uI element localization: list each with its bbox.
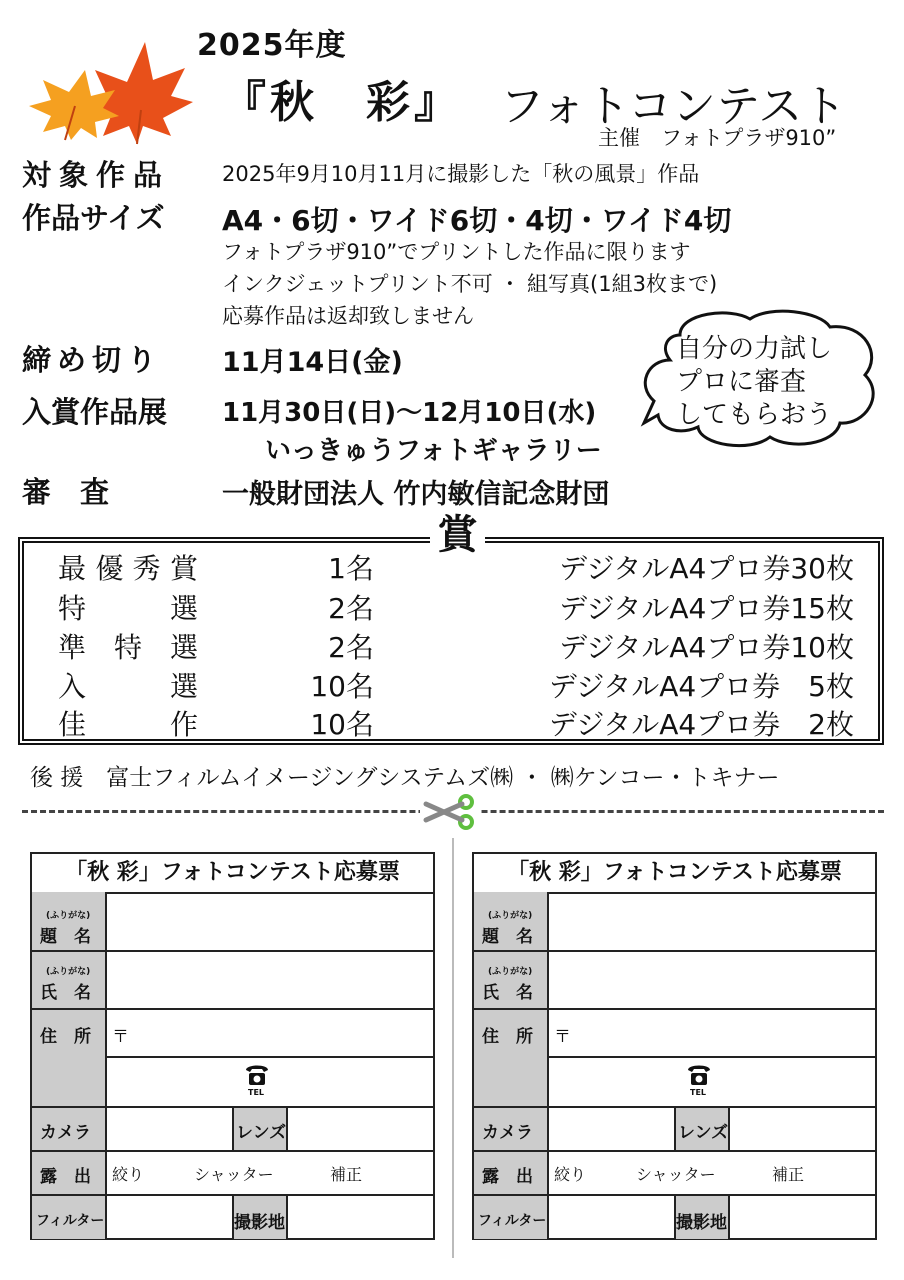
address-field-label: 住 所: [482, 1027, 533, 1047]
filter-label: フィルター: [478, 1213, 547, 1229]
filter-label: フィルター: [36, 1213, 105, 1229]
prize-row: [24, 587, 890, 623]
title-field[interactable]: [108, 894, 435, 948]
prize-reward: デジタルA4プロ券15枚: [559, 592, 854, 625]
tel-label: TEL: [690, 1088, 707, 1097]
contest-title: 『秋 彩』: [222, 77, 462, 128]
bubble-line: 自分の力試し: [676, 334, 833, 364]
deadline-value: 11月14日(金): [222, 347, 403, 378]
target-label: 対象作品: [22, 158, 171, 192]
prize-count: 2名: [328, 592, 374, 625]
aperture-label: 絞り: [554, 1165, 587, 1184]
compensation-label: 補正: [772, 1165, 805, 1184]
tel-label: TEL: [248, 1088, 265, 1097]
size-label: 作品サイズ: [22, 201, 165, 235]
prize-name: 準特選: [58, 631, 198, 664]
prize-name: 最優秀賞: [58, 552, 198, 585]
title-field-label: 題 名: [40, 927, 91, 947]
location-field[interactable]: [730, 1196, 877, 1238]
lens-field[interactable]: [288, 1108, 435, 1148]
phone-field[interactable]: [108, 1058, 435, 1104]
ruby-note: (ふりがな): [488, 967, 533, 977]
lens-label: レンズ: [236, 1123, 287, 1143]
shutter-label: シャッター: [194, 1165, 274, 1184]
sponsor-line: 後 援 富士フィルムイメージングシステムズ㈱ ・ ㈱ケンコー・トキナー: [30, 765, 780, 791]
prize-count: 1名: [328, 552, 374, 585]
contest-subtitle: フォトコンテスト: [500, 81, 847, 132]
judge-value: 一般財団法人 竹内敏信記念財団: [222, 479, 610, 510]
exhibition-dates: 11月30日(日)～12月10日(水): [222, 398, 597, 428]
postal-mark: 〒: [112, 1027, 129, 1047]
compensation-label: 補正: [330, 1165, 363, 1184]
entry-form: [472, 852, 877, 1240]
location-label: 撮影地: [234, 1213, 285, 1233]
shutter-label: シャッター: [636, 1165, 716, 1184]
exhibition-label: 入賞作品展: [22, 395, 168, 429]
exposure-label: 露 出: [40, 1167, 91, 1187]
prize-row: [24, 665, 890, 701]
bubble-line: してもらおう: [676, 400, 833, 430]
prize-count: 10名: [310, 670, 374, 703]
ruby-note: (ふりがな): [46, 911, 91, 921]
ruby-note: (ふりがな): [488, 911, 533, 921]
address-field[interactable]: [550, 1010, 877, 1054]
exposure-label: 露 出: [482, 1167, 533, 1187]
organizer: 主催 フォトプラザ910”: [598, 126, 837, 150]
prize-row: [24, 703, 890, 739]
prize-reward: デジタルA4プロ券 2枚: [548, 708, 854, 741]
camera-field[interactable]: [108, 1108, 230, 1148]
title-field-label: 題 名: [482, 927, 533, 947]
prize-name: 入選: [58, 670, 198, 703]
size-value: A4・6切・ワイド6切・4切・ワイド4切: [222, 204, 732, 237]
prize-heading: 賞: [430, 510, 485, 560]
prize-count: 2名: [328, 631, 374, 664]
prize-name: 特選: [58, 592, 198, 625]
bubble-text: [676, 333, 832, 432]
name-field-label: 氏 名: [40, 983, 91, 1003]
target-value: 2025年9月10月11月に撮影した「秋の風景」作品: [222, 162, 700, 186]
prize-table: [18, 537, 884, 745]
entry-form: [30, 852, 435, 1240]
prize-row: [24, 626, 890, 662]
ruby-note: (ふりがな): [46, 967, 91, 977]
size-note: フォトプラザ910”でプリントした作品に限ります: [222, 240, 691, 264]
lens-label: レンズ: [678, 1123, 729, 1143]
phone-field[interactable]: [550, 1058, 877, 1104]
address-field[interactable]: [108, 1010, 435, 1054]
aperture-label: 絞り: [112, 1165, 145, 1184]
prize-reward: デジタルA4プロ券 5枚: [548, 670, 854, 703]
maple-leaf-icon: [25, 40, 195, 145]
form-title: 「秋 彩」フォトコンテスト応募票: [474, 854, 875, 894]
scissors-icon: [420, 792, 480, 832]
lens-field[interactable]: [730, 1108, 877, 1148]
name-field[interactable]: [108, 952, 435, 1006]
filter-field[interactable]: [108, 1196, 230, 1238]
location-field[interactable]: [288, 1196, 435, 1238]
deadline-label: 締め切り: [22, 343, 163, 377]
exposure-field[interactable]: [108, 1152, 435, 1192]
exhibition-venue: いっきゅうフォトギャラリー: [265, 436, 602, 466]
judge-label: 審 査: [22, 475, 110, 509]
title-field[interactable]: [550, 894, 877, 948]
camera-label: カメラ: [40, 1123, 91, 1143]
name-field[interactable]: [550, 952, 877, 1006]
camera-label: カメラ: [482, 1123, 533, 1143]
prize-reward: デジタルA4プロ券10枚: [559, 631, 854, 664]
exposure-field[interactable]: [550, 1152, 877, 1192]
filter-field[interactable]: [550, 1196, 672, 1238]
form-title: 「秋 彩」フォトコンテスト応募票: [32, 854, 433, 894]
prize-name: 佳作: [58, 708, 198, 741]
form-divider: [452, 838, 454, 1258]
postal-mark: 〒: [554, 1027, 571, 1047]
address-field-label: 住 所: [40, 1027, 91, 1047]
location-label: 撮影地: [676, 1213, 727, 1233]
prize-reward: デジタルA4プロ券30枚: [559, 552, 854, 585]
name-field-label: 氏 名: [482, 983, 533, 1003]
size-note: インクジェットプリント不可 ・ 組写真(1組3枚まで): [222, 272, 718, 296]
prize-count: 10名: [310, 708, 374, 741]
bubble-line: プロに審査: [676, 367, 807, 397]
contest-year: 2025年度: [197, 28, 347, 63]
size-note: 応募作品は返却致しません: [222, 304, 474, 328]
camera-field[interactable]: [550, 1108, 672, 1148]
